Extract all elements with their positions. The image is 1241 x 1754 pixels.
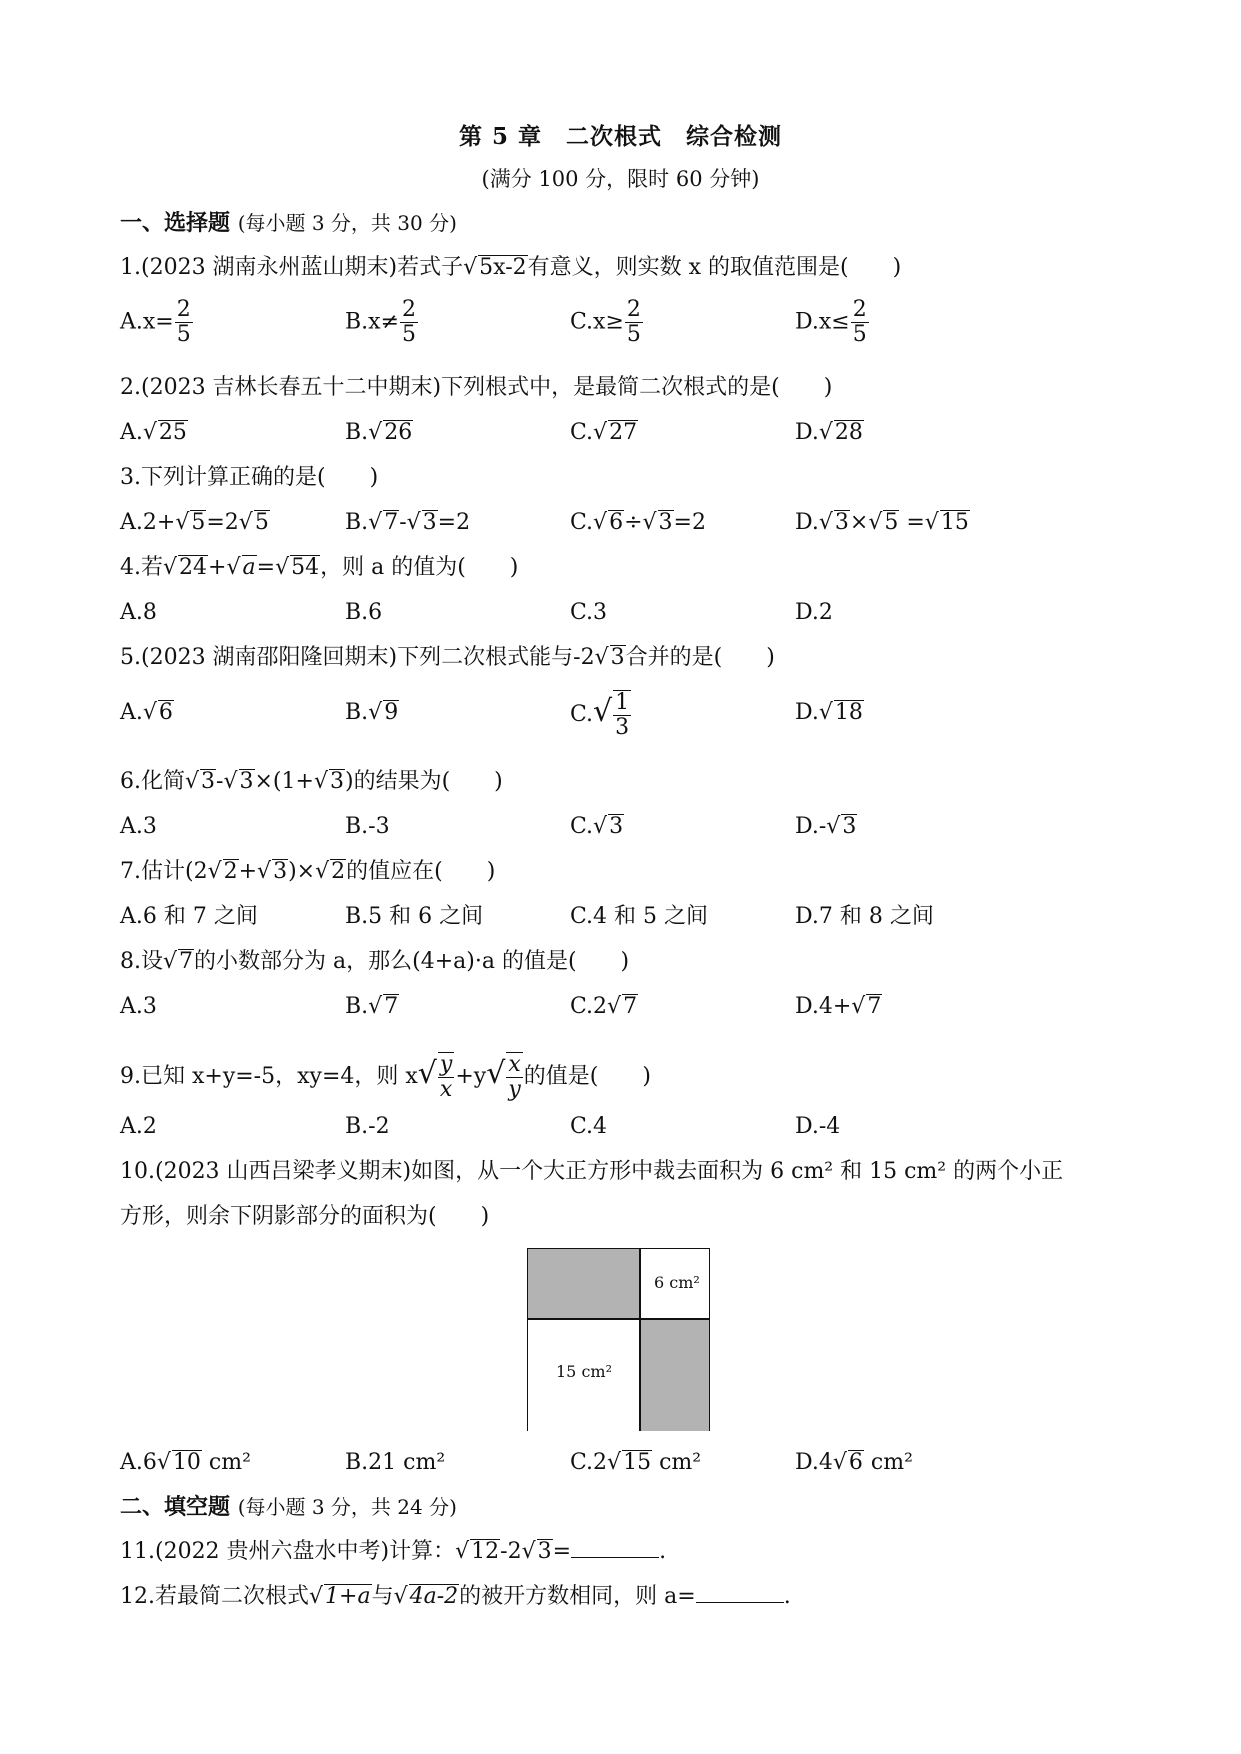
option-d[interactable]: D.-4: [795, 1114, 841, 1139]
option-c[interactable]: C.√27: [570, 420, 638, 445]
answer-paren: ): [642, 1064, 651, 1089]
answer-paren: ): [892, 255, 902, 280]
question-4: 4.若√24+√a=√54，则 a 的值为( ): [120, 555, 519, 580]
q1-text-end: 有意义，则实数 x 的取值范围是(: [527, 255, 849, 280]
option-c[interactable]: C.2√7: [570, 994, 638, 1019]
option-d[interactable]: D.-√3: [795, 814, 857, 839]
section-note: (每小题 3 分，共 30 分): [237, 211, 457, 235]
option-b[interactable]: B.√26: [345, 420, 413, 445]
answer-paren: ): [369, 465, 379, 490]
question-11: 11.(2022 贵州六盘水中考)计算：√12-2√3= .: [120, 1539, 667, 1564]
answer-blank[interactable]: [696, 1584, 784, 1603]
option-b[interactable]: B.-3: [345, 814, 390, 839]
question-2: [120, 373, 832, 403]
option-a[interactable]: A.3: [120, 814, 157, 839]
question-12: 12.若最简二次根式√1+a与√4a-2的被开方数相同，则 a= .: [120, 1584, 791, 1609]
option-c[interactable]: C.√6÷√3=2: [570, 510, 706, 535]
option-b[interactable]: B.21 cm²: [345, 1450, 446, 1475]
q5-options: [120, 690, 1040, 740]
q1-options: [120, 297, 1040, 347]
q1-text: 1.(2023 湖南永州蓝山期末)若式子: [120, 255, 464, 280]
q10-options: [120, 1448, 1040, 1482]
question-9: 9.已知 x+y=-5，xy=4，则 x√ $\frac{y}{x}$ +y√ $\frac{x}{y}$ 的值是( ): [120, 1052, 651, 1102]
option-d[interactable]: D.2: [795, 600, 833, 625]
option-b[interactable]: B.√7-√3=2: [345, 510, 471, 535]
option-c[interactable]: C.√ $\frac{1}{3}$: [570, 690, 630, 740]
option-d[interactable]: D.4√6 cm²: [795, 1450, 913, 1475]
q7-options: [120, 902, 1040, 936]
option-c[interactable]: C.√3: [570, 814, 624, 839]
square-figure: [527, 1248, 710, 1431]
question-6: 6.化简√3-√3×(1+√3)的结果为( ): [120, 769, 503, 794]
answer-paren: ): [766, 645, 775, 670]
option-a[interactable]: A.6√10 cm²: [120, 1450, 251, 1475]
option-b[interactable]: B.√7: [345, 994, 399, 1019]
answer-paren: ): [620, 949, 630, 974]
option-d[interactable]: D.4+√7: [795, 994, 882, 1019]
sqrt-icon: √: [463, 255, 478, 280]
option-c[interactable]: C.2√15 cm²: [570, 1450, 702, 1475]
option-c[interactable]: C.x≥ $\frac{2}{5}$: [570, 297, 641, 347]
answer-paren: ): [509, 555, 519, 580]
option-a[interactable]: A.3: [120, 994, 157, 1019]
q6-options: [120, 812, 1040, 846]
section-heading-choice: [120, 208, 457, 238]
option-a[interactable]: A.√6: [120, 700, 173, 725]
q3-options: [120, 508, 1040, 542]
answer-blank[interactable]: [571, 1539, 659, 1558]
q8-options: [120, 992, 1040, 1026]
option-d[interactable]: D.7 和 8 之间: [795, 904, 934, 929]
question-5: 5.(2023 湖南邵阳隆回期末)下列二次根式能与-2√3合并的是( ): [120, 645, 775, 670]
question-3: [120, 463, 378, 493]
option-b[interactable]: B.x≠ $\frac{2}{5}$: [345, 297, 417, 347]
option-d[interactable]: D.√3×√5 =√15: [795, 510, 969, 535]
label-6cm2: 6 cm²: [654, 1273, 700, 1292]
option-d[interactable]: D.√28: [795, 420, 863, 445]
question-7: 7.估计(2√2+√3)×√2的值应在( ): [120, 859, 496, 884]
option-c[interactable]: C.4 和 5 之间: [570, 904, 709, 929]
answer-paren: ): [823, 375, 833, 400]
radicand: 5x-2: [479, 255, 527, 280]
page-title: 第 5 章 二次根式 综合检测: [458, 123, 783, 150]
question-8: 8.设√7的小数部分为 a，那么(4+a)·a 的值是( ): [120, 949, 630, 974]
q4-options: [120, 598, 1040, 632]
option-a[interactable]: A.6 和 7 之间: [120, 904, 258, 929]
question-1: [120, 253, 901, 283]
option-a[interactable]: A.x= $\frac{2}{5}$: [120, 297, 191, 347]
option-a[interactable]: A.8: [120, 600, 157, 625]
section-note: (每小题 3 分，共 24 分): [237, 1495, 457, 1519]
option-a[interactable]: A.2+√5=2√5: [120, 510, 269, 535]
q2-options: [120, 418, 1040, 452]
page-subtitle: (满分 100 分，限时 60 分钟): [481, 167, 760, 191]
section-label: 一、选择题: [120, 210, 231, 236]
option-d[interactable]: D.x≤ $\frac{2}{5}$: [795, 297, 867, 347]
section-heading-fill: [120, 1492, 457, 1522]
shaded-region-right: [639, 1318, 709, 1431]
question-10-line2: 方形，则余下阴影部分的面积为( ): [120, 1204, 490, 1229]
option-a[interactable]: A.2: [120, 1114, 157, 1139]
option-b[interactable]: B.√9: [345, 700, 399, 725]
section-label: 二、填空题: [120, 1494, 231, 1520]
q3-text: 3.下列计算正确的是(: [120, 465, 326, 490]
option-b[interactable]: B.-2: [345, 1114, 390, 1139]
option-d[interactable]: D.√18: [795, 700, 863, 725]
answer-paren: ): [494, 769, 503, 794]
label-15cm2: 15 cm²: [556, 1362, 612, 1381]
q9-options: [120, 1112, 1040, 1146]
shaded-region-top: [528, 1249, 639, 1318]
answer-paren: ): [486, 859, 496, 884]
option-b[interactable]: B.6: [345, 600, 383, 625]
q2-text: 2.(2023 吉林长春五十二中期末)下列根式中，是最简二次根式的是(: [120, 375, 780, 400]
option-a[interactable]: A.√25: [120, 420, 187, 445]
answer-paren: ): [480, 1204, 490, 1229]
option-c[interactable]: C.3: [570, 600, 608, 625]
option-b[interactable]: B.5 和 6 之间: [345, 904, 484, 929]
question-10-line1: 10.(2023 山西吕梁孝义期末)如图，从一个大正方形中裁去面积为 6 cm² 和 15 cm² 的两个小正: [120, 1159, 1064, 1184]
option-c[interactable]: C.4: [570, 1114, 608, 1139]
